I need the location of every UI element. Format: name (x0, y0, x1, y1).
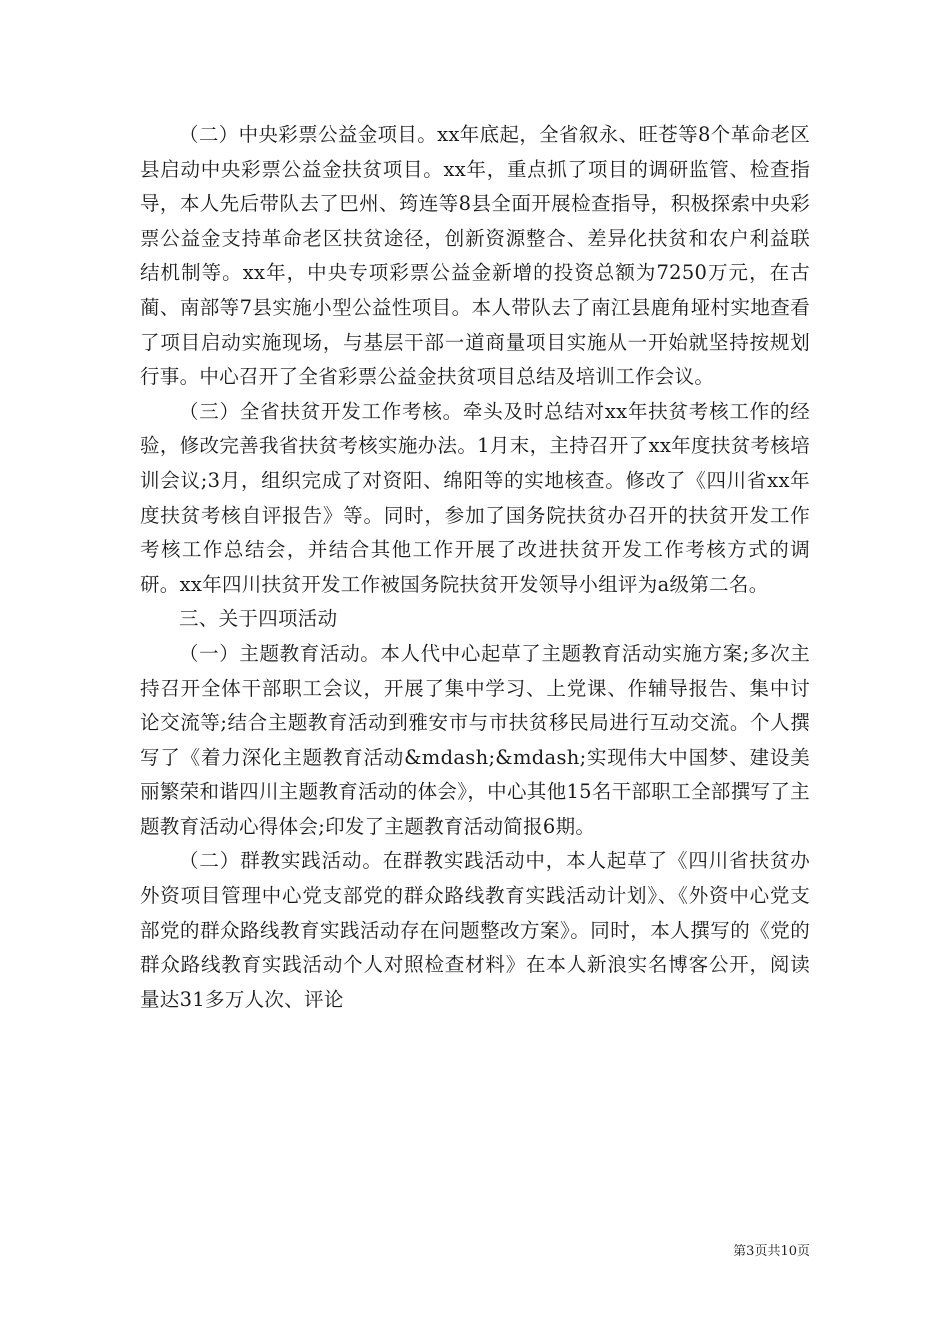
paragraph-mass-line-practice: （二）群教实践活动。在群教实践活动中，本人起草了《四川省扶贫办外资项目管理中心党支部党的群众路线教育实践活动计划》、《外资中心党支部党的群众路线教育实践活动存在问题整改方案》。同时，本人撰写的《党的群众路线教育实践活动个人对照检查材料》在本人新浪实名博客公开，阅读量达31多万人次、评论 (140, 849, 810, 1011)
paragraph-poverty-assessment: （三）全省扶贫开发工作考核。牵头及时总结对xx年扶贫考核工作的经验，修改完善我省扶贫考核实施办法。1月末，主持召开了xx年度扶贫考核培训会议;3月，组织完成了对资阳、绵阳等的实地核查。修改了《四川省xx年度扶贫考核自评报告》等。同时，参加了国务院扶贫办召开的扶贫开发工作考核工作总结会，并结合其他工作开展了改进扶贫开发工作考核方式的调研。xx年四川扶贫开发工作被国务院扶贫开发领导小组评为a级第二名。 (140, 399, 810, 596)
page-number-footer: 第3页共10页 (733, 1244, 810, 1259)
paragraph-theme-education: （一）主题教育活动。本人代中心起草了主题教育活动实施方案;多次主持召开全体干部职工会议，开展了集中学习、上党课、作辅导报告、集中讨论交流等;结合主题教育活动到雅安市与市扶贫移民局进行互动交流。个人撰写了《着力深化主题教育活动&mdash;&mdash;实现伟大中国梦、建设美丽繁荣和谐四川主题教育活动的体会》，中心其他15名干部职工全部撰写了主题教育活动心得体会;印发了主题教育活动简报6期。 (140, 641, 810, 838)
section-heading-four-activities: 三、关于四项活动 (179, 607, 338, 631)
document-body (140, 118, 810, 1017)
paragraph-lottery-fund-project: （二）中央彩票公益金项目。xx年底起，全省叙永、旺苍等8个革命老区县启动中央彩票公益金扶贫项目。xx年，重点抓了项目的调研监管、检查指导，本人先后带队去了巴州、筠连等8县全面开展检查指导，积极探索中央彩票公益金支持革命老区扶贫途径，创新资源整合、差异化扶贫和农户利益联结机制等。xx年，中央专项彩票公益金新增的投资总额为7250万元，在古蔺、南部等7县实施小型公益性项目。本人带队去了南江县鹿角垭村实地查看了项目启动实施现场，与基层干部一道商量项目实施从一开始就坚持按规划行事。中心召开了全省彩票公益金扶贫项目总结及培训工作会议。 (140, 123, 810, 389)
